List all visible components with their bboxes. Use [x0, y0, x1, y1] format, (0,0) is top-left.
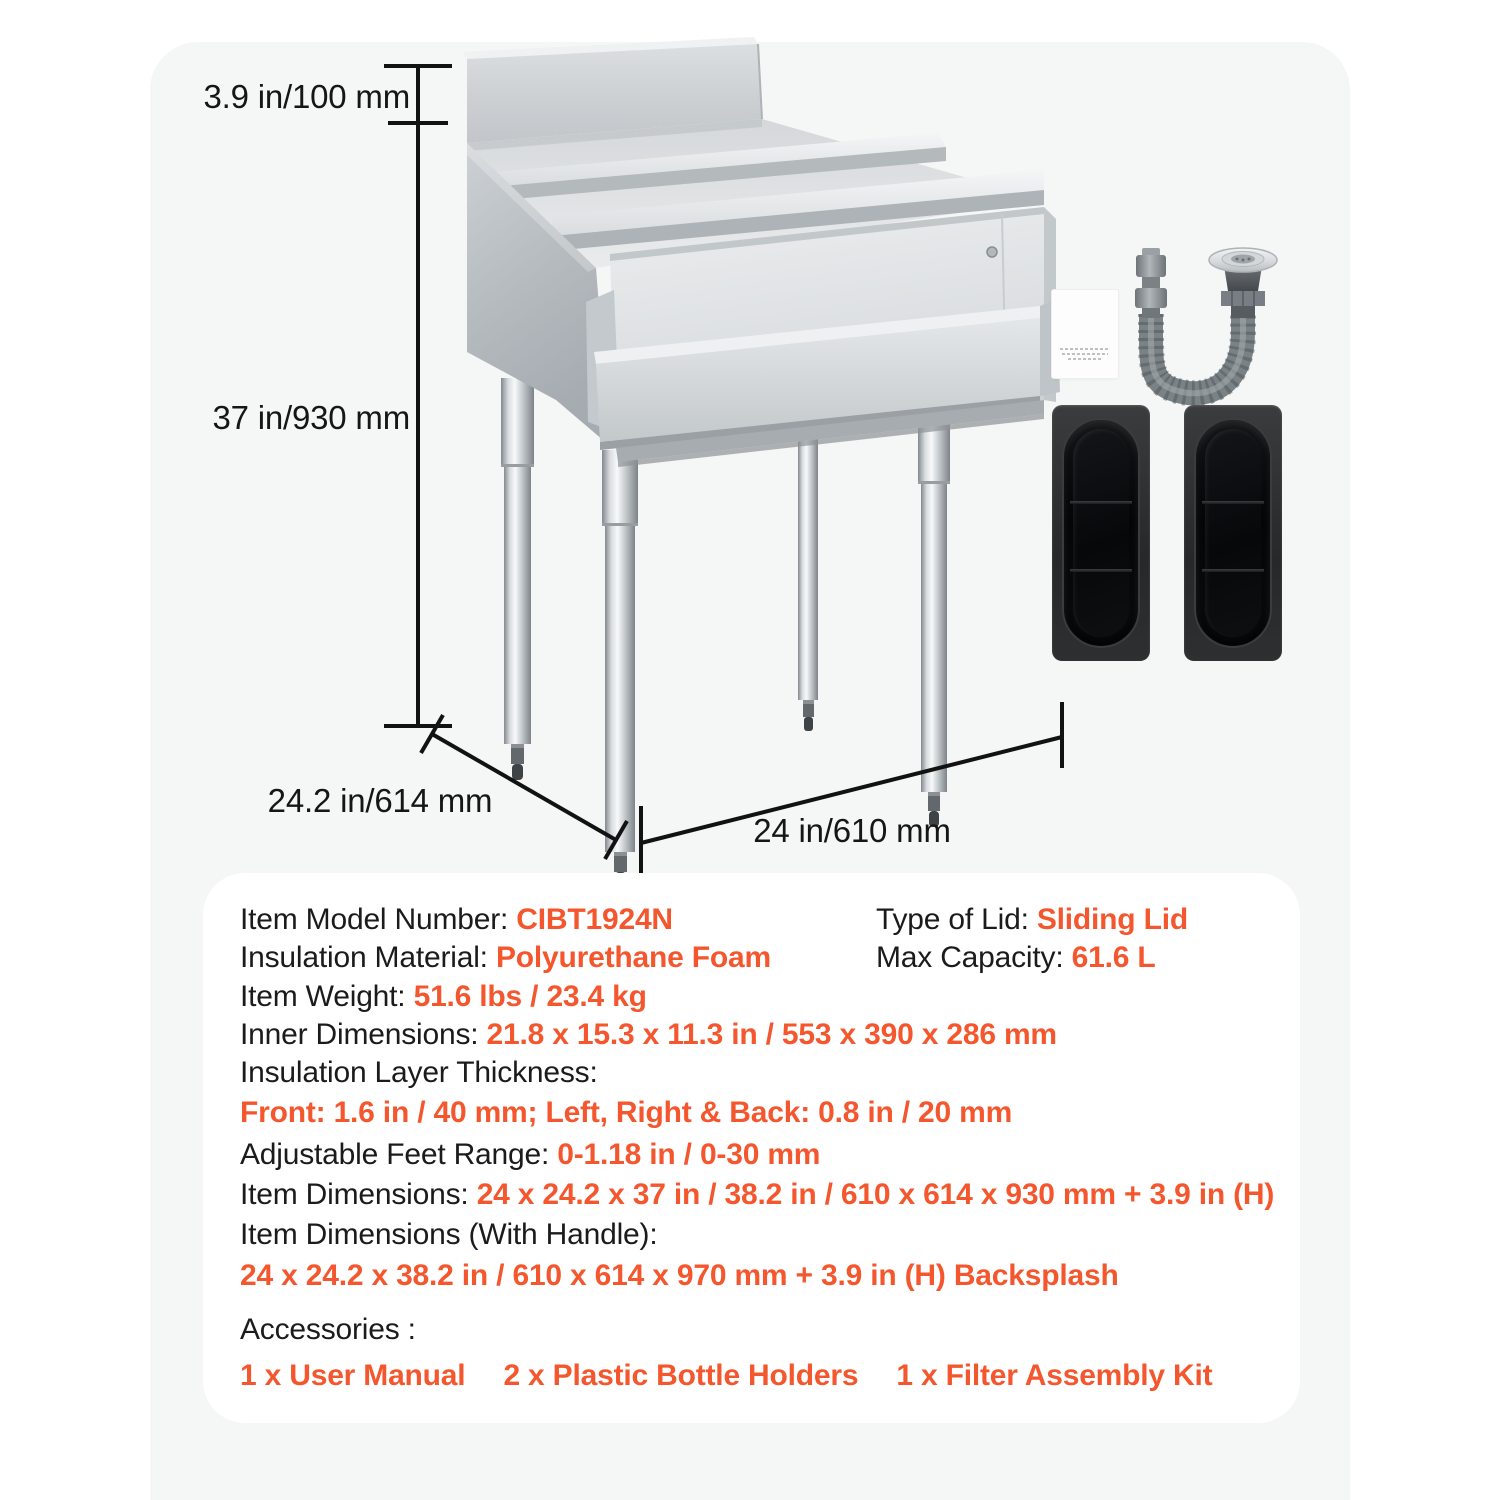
spec-row-model — [240, 900, 673, 940]
bottle-holder-divider — [1070, 569, 1132, 572]
accessories-list — [240, 1356, 1212, 1396]
manual-text-line — [1060, 348, 1110, 350]
dimension-label-height: 37 in/930 mm — [212, 399, 410, 436]
spec-value: 24 x 24.2 x 37 in / 38.2 in / 610 x 614 x 930 mm + 3.9 in (H) — [476, 1178, 1275, 1211]
ice-bin-body — [463, 37, 1060, 467]
drain-strainer — [1209, 248, 1277, 318]
spec-label: Item Dimensions (With Handle): — [240, 1218, 658, 1251]
manual-text-line — [1062, 353, 1108, 355]
user-manual-accessory — [1052, 290, 1118, 378]
spec-value: CIBT1924N — [516, 903, 673, 936]
spec-value: 21.8 x 15.3 x 11.3 in / 553 x 390 x 286 mm — [486, 1018, 1057, 1051]
bottle-holder-floor — [1073, 429, 1129, 637]
bottle-holder-divider — [1202, 569, 1264, 572]
spec-row-item-dimensions-handle-heading — [240, 1215, 657, 1255]
spec-row-insulation-material — [240, 938, 771, 978]
spec-label: Max Capacity: — [876, 941, 1072, 974]
bottle-holder-accessory-2 — [1184, 405, 1282, 661]
spec-label: Type of Lid: — [876, 903, 1037, 936]
spec-row-weight — [240, 977, 647, 1017]
spec-row-item-dimensions — [240, 1175, 1274, 1215]
drain-pipe-accessory — [1135, 248, 1277, 393]
manual-text-line — [1068, 358, 1102, 360]
spec-value: 51.6 lbs / 23.4 kg — [413, 980, 647, 1013]
dimension-label-width: 24 in/610 mm — [753, 812, 951, 849]
spec-label: Item Model Number: — [240, 903, 517, 936]
spec-row-inner-dimensions — [240, 1015, 1057, 1055]
spec-label: Accessories : — [240, 1313, 416, 1346]
spec-row-insulation-thickness-heading — [240, 1053, 598, 1093]
spec-value: Sliding Lid — [1036, 903, 1188, 936]
accessory-item: 1 x User Manual — [240, 1359, 466, 1392]
accessory-item: 2 x Plastic Bottle Holders — [503, 1359, 859, 1392]
spec-value: Front: 1.6 in / 40 mm; Left, Right & Back: 0.8 in / 20 mm — [240, 1096, 1013, 1129]
bottle-holder-recess — [1062, 418, 1140, 648]
bottle-holder-divider — [1202, 501, 1264, 504]
spec-row-item-dimensions-handle-value — [240, 1256, 1119, 1296]
bottle-holder-recess — [1194, 418, 1272, 648]
spec-label: Item Weight: — [240, 980, 414, 1013]
accessory-item: 1 x Filter Assembly Kit — [896, 1359, 1213, 1392]
bottle-holder-floor — [1205, 429, 1261, 637]
spec-value: 0-1.18 in / 0-30 mm — [557, 1138, 821, 1171]
spec-label: Insulation Material: — [240, 941, 496, 974]
door-screw — [987, 247, 997, 257]
spec-row-feet-range — [240, 1135, 820, 1175]
dimension-label-depth: 24.2 in/614 mm — [267, 782, 493, 819]
spec-value: 24 x 24.2 x 38.2 in / 610 x 614 x 970 mm + 3.9 in (H) Backsplash — [240, 1259, 1119, 1292]
spec-row-lid-type — [876, 900, 1188, 940]
spec-row-insulation-thickness-value — [240, 1093, 1012, 1133]
spec-label: Item Dimensions: — [240, 1178, 477, 1211]
spec-label: Insulation Layer Thickness: — [240, 1056, 598, 1089]
accessories-heading — [240, 1310, 416, 1350]
dimension-label-backsplash-height: 3.9 in/100 mm — [203, 78, 410, 115]
spec-value: 61.6 L — [1071, 941, 1156, 974]
spec-label: Inner Dimensions: — [240, 1018, 487, 1051]
spec-label: Adjustable Feet Range: — [240, 1138, 558, 1171]
spec-value: Polyurethane Foam — [495, 941, 771, 974]
bottle-holder-accessory-1 — [1052, 405, 1150, 661]
bottle-holder-divider — [1070, 501, 1132, 504]
spec-row-max-capacity — [876, 938, 1155, 978]
